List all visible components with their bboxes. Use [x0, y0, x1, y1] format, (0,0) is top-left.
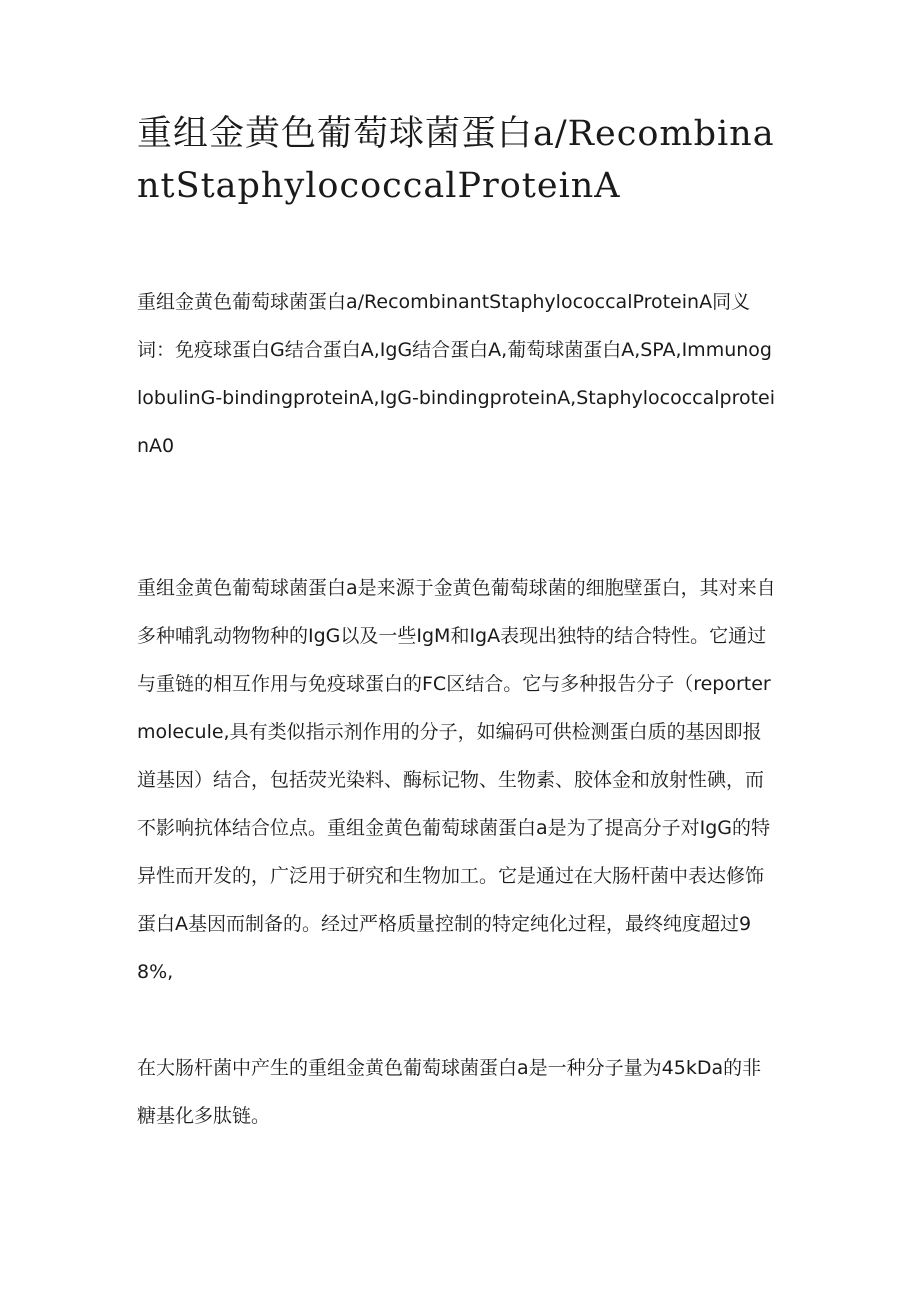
- production-paragraph: 在大肠杆菌中产生的重组金黄色葡萄球菌蛋白a是一种分子量为45kDa的非糖基化多肽链。: [137, 1057, 762, 1127]
- synonyms-list: 免疫球蛋白G结合蛋白A,IgG结合蛋白A,葡萄球菌蛋白A,SPA,ImmunoglobulinG-bindingproteinA,IgG-bindingproteinA,StaphylococcalproteinA0: [137, 339, 776, 457]
- document-title: 重组金黄色葡萄球菌蛋白a/RecombinantStaphylococcalProteinA: [137, 114, 775, 206]
- synonyms-section: [137, 278, 777, 470]
- description-paragraph: 重组金黄色葡萄球菌蛋白a是来源于金黄色葡萄球菌的细胞壁蛋白，其对来自多种哺乳动物物种的IgG以及一些IgM和IgA表现出独特的结合特性。它通过与重链的相互作用与免疫球蛋白的FC区结合。它与多种报告分子（reportermolecule,具有类似指示剂作用的分子，如编码可供检测蛋白质的基因即报道基因）结合，包括荧光染料、酶标记物、生物素、胶体金和放射性碘，而不影响抗体结合位点。重组金黄色葡萄球菌蛋白a是为了提高分子对IgG的特异性而开发的，广泛用于研究和生物加工。它是通过在大肠杆菌中表达修饰蛋白A基因而制备的。经过严格质量控制的特定纯化过程，最终纯度超过98%,: [137, 577, 776, 983]
- synonyms-heading: 重组金黄色葡萄球菌蛋白a/RecombinantStaphylococcalProteinA同义词：: [137, 291, 751, 361]
